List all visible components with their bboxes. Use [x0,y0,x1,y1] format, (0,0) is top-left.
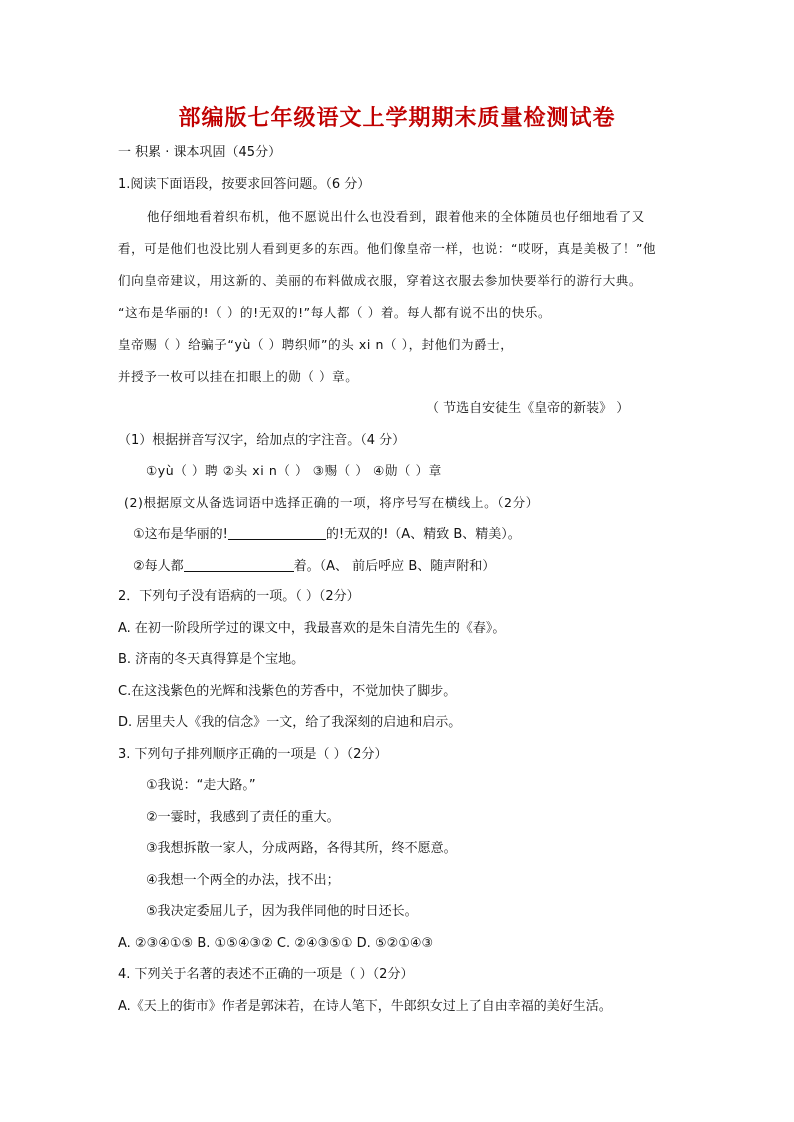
subquestion-1-items: ①yù（ ）聘 ②头 xi n（ ） ③赐（ ） ④勋（ ）章 [146,463,442,478]
question-2-option: B. 济南的冬天真得算是个宝地。 [118,652,305,667]
question-3-options: A. ②③④①⑤ B. ①⑤④③② C. ②④③⑤① D. ⑤②①④③ [118,936,434,951]
question-3-sentence: ②一霎时，我感到了责任的重大。 [146,810,340,825]
passage-line: “这布是华丽的!（ ）的!无双的!”每人都（ ）着。每人都有说不出的快乐。 [118,305,552,320]
sub2-b-prefix: ②每人都 [133,559,184,574]
passage-line: 皇帝赐（ ）给骗子“yù（ ）聘织师”的头 xi n（ ），封他们为爵士， [118,337,514,352]
subquestion-1: （1）根据拼音写汉字，给加点的字注音。（4 分） [118,433,406,448]
subquestion-2: (2)根据原文从备选词语中选择正确的一项，将序号写在横线上。（2分） [124,495,539,510]
passage-line: 看，可是他们也没比别人看到更多的东西。他们像皇帝一样，也说：“哎呀，真是美极了！”他 [118,241,657,256]
question-4-heading: 4. 下列关于名著的表述不正确的一项是（ ）（2分） [118,967,414,982]
sub2-b-suffix: 着。（A、 前后呼应 B、随声附和） [293,559,496,574]
question-3-sentence: ③我想拆散一家人，分成两路，各得其所，终不愿意。 [146,841,457,856]
answer-blank[interactable] [228,525,326,540]
sub2-a-suffix: 的!无双的!（A、精致 B、精美）。 [325,527,521,542]
question-3-heading: 3. 下列句子排列顺序正确的一项是（ ）（2分） [118,747,388,762]
question-2-option: C.在这浅紫色的光辉和浅紫色的芳香中，不觉加快了脚步。 [118,684,457,699]
question-2-heading: 2．下列句子没有语病的一项。（ ）（2分） [118,589,360,604]
answer-blank[interactable] [184,557,294,572]
question-3-sentence: ①我说：“走大路。” [146,778,256,793]
passage-source: （ 节选自安徒生《皇帝的新装》 ） [426,401,630,416]
question-3-sentence: ⑤我决定委屈儿子，因为我伴同他的时日还长。 [146,904,418,919]
question-4-option-a: A.《天上的街市》作者是郭沫若，在诗人笔下，牛郎织女过上了自由幸福的美好生活。 [118,999,612,1014]
subquestion-2-a [133,525,521,544]
passage-line: 们向皇帝建议，用这新的、美丽的布料做成衣服，穿着这衣服去参加快要举行的游行大典。 [118,273,643,288]
passage-line: 他仔细地看着织布机，他不愿说出什么也没看到，跟着他来的全体随员也仔细地看了又 [147,209,645,224]
sub2-a-prefix: ①这布是华丽的! [133,527,228,542]
question-2-option: A. 在初一阶段所学过的课文中，我最喜欢的是朱自清先生的《春》。 [118,621,506,636]
passage-line: 并授予一枚可以挂在扣眼上的勋（ ）章。 [118,369,359,384]
question-2-option: D. 居里夫人《我的信念》一文，给了我深刻的启迪和启示。 [118,715,462,730]
question-3-sentence: ④我想一个两全的办法，找不出； [146,873,340,888]
subquestion-2-b [133,557,495,576]
section-heading: 一 积累 · 课本巩固（45分） [118,145,282,160]
exam-title: 部编版七年级语文上学期期末质量检测试卷 [178,105,616,131]
question-1-heading: 1.阅读下面语段，按要求回答问题。（6 分） [118,177,371,192]
